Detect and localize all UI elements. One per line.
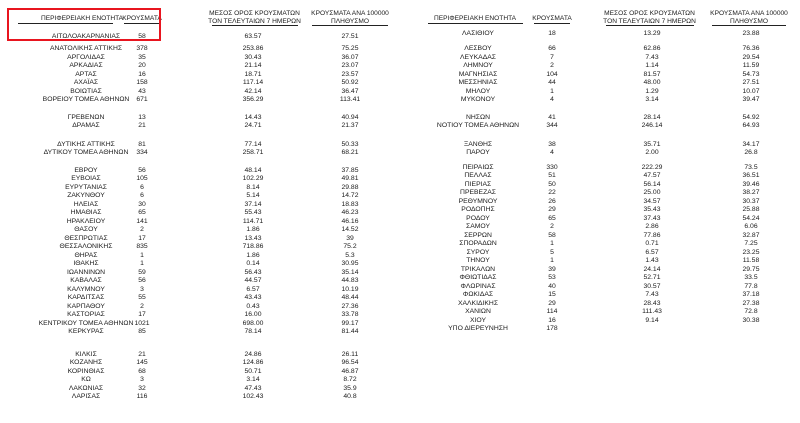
cell-avg: 55.43 [244,209,262,216]
cell-region: ΣΠΟΡΑΔΩΝ [459,240,497,247]
cell-cases: 334 [136,149,148,156]
cell-per100k: 113.41 [339,96,361,103]
cell-per100k: 11.59 [742,62,760,69]
cell-per100k: 77.8 [744,282,758,290]
cell-region: ΑΧΑΪΑΣ [73,79,99,86]
cell-per100k: 23.07 [341,62,359,69]
cell-region: ΔΡΑΜΑΣ [72,122,100,129]
cell-avg: 56.14 [643,180,661,188]
cell-cases: 65 [548,214,556,222]
cell-per100k: 35.9 [343,384,357,392]
cell-cases: 17 [138,311,146,318]
cell-cases: 53 [548,274,556,281]
cell-cases: 5 [550,248,554,256]
cell-cases: 65 [138,209,146,216]
cell-avg: 13.43 [244,234,262,242]
cell-cases: 4 [550,96,554,103]
cell-per100k: 11.58 [742,257,760,264]
cell-region: ΛΑΡΙΣΑΣ [71,393,101,400]
cell-cases: 2 [550,62,554,69]
cell-region: ΤΗΝΟΥ [466,257,490,264]
cell-avg: 35.71 [643,140,661,148]
cell-cases: 30 [138,200,146,208]
cell-avg: 124.86 [242,359,264,366]
cell-per100k: 14.52 [341,226,359,233]
cell-cases: 6 [140,192,144,199]
cell-avg: 2.00 [645,149,659,156]
cell-region: ΧΙΟΥ [469,316,487,324]
cell-per100k: 8.72 [343,376,357,383]
cell-region: ΑΝΑΤΟΛΙΚΗΣ ΑΤΤΙΚΗΣ [49,45,123,52]
cell-cases: 2 [140,302,144,310]
cell-region: ΦΩΚΙΔΑΣ [462,291,494,298]
cell-avg: 14.43 [244,113,262,121]
cell-cases: 81 [138,140,146,148]
cell-region: ΧΑΝΙΩΝ [465,308,491,315]
cell-cases: 16 [548,316,556,324]
cell-cases: 56 [138,277,146,284]
cell-per100k: 10.07 [742,87,760,95]
cell-per100k: 36.07 [341,53,359,61]
cell-region: ΘΑΣΟΥ [74,226,98,233]
cell-cases: 105 [136,175,148,182]
cell-region: ΔΥΤΙΚΟΥ ΤΟΜΕΑ ΑΘΗΝΩΝ [43,149,129,156]
cell-region: ΣΕΡΡΩΝ [464,231,492,239]
cell-cases: 50 [548,180,556,188]
cell-cases: 1 [550,87,554,95]
cell-avg: 77.86 [643,231,661,239]
cell-cases: 2 [550,223,554,230]
cell-region: ΠΕΛΛΑΣ [464,172,492,179]
cell-region: ΚΕΝΤΡΙΚΟΥ ΤΟΜΕΑ ΑΘΗΝΩΝ [38,319,134,327]
cell-cases: 41 [548,113,556,121]
cell-region: ΒΟΙΩΤΙΑΣ [70,87,102,95]
cell-cases: 16 [138,70,146,78]
cell-cases: 26 [548,197,556,205]
cell-avg: 44.57 [244,277,262,284]
cell-cases: 17 [138,234,146,242]
cell-cases: 2 [140,226,144,233]
cell-cases: 39 [548,265,556,273]
cell-cases: 20 [138,62,146,69]
cell-region: ΗΡΑΚΛΕΙΟΥ [66,217,106,225]
cell-cases: 43 [138,87,146,95]
cell-per100k: 21.37 [341,122,359,129]
cell-per100k: 27.36 [341,302,359,310]
cell-avg: 1.29 [645,87,659,95]
cell-cases: 22 [548,189,556,196]
cell-per100k: 32.87 [742,231,760,239]
cell-avg: 21.14 [244,62,262,69]
cell-avg: 0.71 [645,240,659,247]
cell-cases: 3 [140,376,144,383]
cell-cases: 68 [138,367,146,375]
cell-region: ΡΟΔΟΥ [466,214,490,222]
cell-cases: 29 [548,206,556,213]
cell-cases: 3 [140,285,144,293]
cell-region: ΚΑΛΥΜΝΟΥ [67,285,105,293]
cell-per100k: 30.95 [341,260,359,267]
cell-region: ΝΗΣΩΝ [465,113,490,121]
cell-avg: 117.14 [242,79,264,86]
cell-region: ΜΗΛΟΥ [465,87,491,95]
cell-per100k: 40.8 [343,393,357,400]
header-per100k-left-2: ΠΛΗΘΥΣΜΟ [331,18,369,25]
cell-per100k: 39.47 [742,96,760,103]
cell-avg: 9.14 [645,316,659,324]
cell-avg: 6.57 [645,248,659,256]
cell-cases: 55 [138,294,146,301]
cell-region: ΗΜΑΘΙΑΣ [70,209,102,216]
cell-avg: 3.14 [246,376,260,383]
cell-per100k: 76.36 [742,45,760,52]
cell-per100k: 81.44 [341,328,359,335]
cell-avg: 1.86 [246,251,260,259]
cell-cases: 32 [138,384,146,392]
cell-per100k: 30.37 [742,197,760,205]
cell-avg: 63.57 [244,33,262,40]
cell-avg: 2.86 [645,223,659,230]
cell-avg: 81.57 [643,70,661,78]
cell-cases: 38 [548,140,556,148]
cell-avg: 42.14 [244,87,262,95]
cell-region: ΓΡΕΒΕΝΩΝ [67,113,105,121]
cell-per100k: 46.23 [341,209,359,216]
cell-region: ΦΘΙΩΤΙΔΑΣ [459,274,497,281]
cell-region: ΝΟΤΙΟΥ ΤΟΜΕΑ ΑΘΗΝΩΝ [436,122,520,129]
cell-avg: 222.29 [641,163,663,171]
cell-avg: 37.43 [643,214,661,222]
cell-region: ΚΕΡΚΥΡΑΣ [68,328,104,335]
cell-avg: 253.86 [242,45,264,52]
cell-region: ΜΑΓΝΗΣΙΑΣ [458,70,498,78]
cell-region: ΙΩΑΝΝΙΝΩΝ [66,268,106,276]
cell-cases: 141 [136,217,148,225]
header-per100k-left-1: ΚΡΟΥΣΜΑΤΑ ΑΝΑ 100000 [311,10,389,17]
cell-cases: 15 [548,291,556,298]
cell-per100k: 48.44 [341,294,359,301]
cell-cases: 85 [138,328,146,335]
cell-avg: 77.14 [244,140,262,148]
cell-per100k: 29.88 [341,183,359,191]
cell-cases: 104 [546,70,558,78]
cell-per100k: 14.72 [341,192,359,199]
cell-per100k: 54.24 [742,214,760,222]
cell-avg: 5.14 [246,192,260,199]
cell-region: ΛΕΣΒΟΥ [464,45,492,52]
cell-per100k: 33.5 [744,274,758,281]
cell-avg: 50.71 [244,367,262,375]
cell-per100k: 34.17 [742,140,760,148]
cell-avg: 34.57 [643,197,661,205]
cell-cases: 35 [138,53,146,61]
cell-cases: 40 [548,282,556,290]
cell-per100k: 75.2 [343,243,357,250]
cell-cases: 21 [138,350,146,358]
cell-region: ΙΘΑΚΗΣ [73,260,99,267]
cell-per100k: 23.88 [742,29,760,37]
cell-region: ΧΑΛΚΙΔΙΚΗΣ [457,299,499,307]
header-underline-per100k-left [312,25,388,26]
cell-region: ΛΗΜΝΟΥ [463,62,493,69]
cell-avg: 16.00 [244,311,262,318]
cell-per100k: 44.83 [341,277,359,284]
header-per100k-right-2: ΠΛΗΘΥΣΜΟ [730,18,768,25]
cell-per100k: 39.46 [742,180,760,188]
cell-cases: 344 [546,122,558,129]
cell-avg: 246.14 [641,122,663,129]
cell-region: ΛΑΣΙΘΙΟΥ [462,29,494,37]
cell-avg: 48.14 [244,166,262,174]
cell-region: ΔΥΤΙΚΗΣ ΑΤΤΙΚΗΣ [57,140,115,148]
cell-region: ΚΑΡΠΑΘΟΥ [67,302,105,310]
cell-region: ΑΙΤΩΛΟΑΚΑΡΝΑΝΙΑΣ [51,33,121,40]
header-underline-per100k-right [712,25,786,26]
cell-avg: 1.14 [645,62,659,69]
cell-per100k: 35.14 [341,268,359,276]
cell-region: ΗΛΕΙΑΣ [73,200,99,208]
cell-avg: 1.43 [645,257,659,264]
cell-avg: 48.00 [643,79,661,86]
cell-avg: 102.29 [242,175,264,182]
cell-region: ΠΡΕΒΕΖΑΣ [460,189,496,196]
cell-per100k: 49.81 [341,175,359,182]
cell-cases: 51 [548,172,556,179]
cell-region: ΡΟΔΟΠΗΣ [461,206,495,213]
cell-cases: 1 [550,257,554,264]
cell-avg: 56.43 [244,268,262,276]
cell-region: ΜΥΚΟΝΟΥ [460,96,496,103]
cell-per100k: 46.16 [341,217,359,225]
cell-per100k: 36.51 [742,172,760,179]
cell-cases: 58 [548,231,556,239]
header-underline-cases-right [534,23,570,24]
cell-per100k: 50.33 [341,140,359,148]
cell-avg: 7.43 [645,53,659,61]
cell-cases: 671 [136,96,148,103]
cell-per100k: 23.57 [341,70,359,78]
cell-cases: 1 [140,251,144,259]
cell-region: ΠΑΡΟΥ [466,149,490,156]
cell-region: ΚΟΖΑΝΗΣ [69,359,103,366]
cell-region: ΦΛΩΡΙΝΑΣ [460,282,496,290]
highlight-box [7,8,161,41]
cell-region: ΑΡΚΑΔΙΑΣ [69,62,103,69]
cell-region: ΘΗΡΑΣ [74,251,98,259]
cell-region: ΥΠΟ ΔΙΕΡΕΥΝΗΣΗ [448,325,508,332]
cell-avg: 6.57 [246,285,260,293]
cell-region: ΚΙΛΚΙΣ [75,350,97,358]
cell-cases: 59 [138,268,146,276]
cell-region: ΞΑΝΘΗΣ [463,140,493,148]
cell-avg: 7.43 [645,291,659,298]
cell-per100k: 99.17 [341,319,359,327]
cell-avg: 30.43 [244,53,262,61]
cell-per100k: 36.47 [341,87,359,95]
cell-region: ΕΥΒΟΙΑΣ [71,175,101,182]
cell-cases: 1 [140,260,144,267]
cell-avg: 13.29 [643,29,661,37]
cell-per100k: 40.94 [341,113,359,121]
cell-cases: 1021 [134,319,150,327]
cell-avg: 0.43 [246,302,260,310]
cell-cases: 6 [140,183,144,191]
cell-region: ΕΒΡΟΥ [74,166,98,174]
header-underline-region-right [428,23,523,24]
cell-avg: 24.86 [244,350,262,358]
cell-cases: 29 [548,299,556,307]
cell-region: ΛΑΚΩΝΙΑΣ [68,384,104,392]
header-per100k-right-1: ΚΡΟΥΣΜΑΤΑ ΑΝΑ 100000 [710,10,788,17]
cell-per100k: 18.83 [341,200,359,208]
cell-cases: 178 [546,325,558,332]
cell-region: ΚΑΣΤΟΡΙΑΣ [67,311,105,318]
cell-region: ΒΟΡΕΙΟΥ ΤΟΜΕΑ ΑΘΗΝΩΝ [42,96,130,103]
cell-cases: 114 [546,308,558,315]
cell-region: ΠΙΕΡΙΑΣ [464,180,492,188]
cell-cases: 13 [138,113,146,121]
cell-per100k: 6.06 [744,223,758,230]
cell-per100k: 68.21 [341,149,359,156]
cell-avg: 47.43 [244,384,262,392]
cell-avg: 62.86 [643,45,661,52]
cell-avg: 356.29 [242,96,264,103]
header-cases-left: ΚΡΟΥΣΜΑΤΑ [122,15,162,22]
cell-per100k: 33.78 [341,311,359,318]
cell-avg: 3.14 [645,96,659,103]
cell-cases: 7 [550,53,554,61]
cell-per100k: 54.92 [742,113,760,121]
cell-per100k: 75.25 [341,45,359,52]
cell-cases: 145 [136,359,148,366]
cell-avg: 18.71 [244,70,262,78]
cell-region: ΕΥΡΥΤΑΝΙΑΣ [65,183,107,191]
cell-avg: 78.14 [244,328,262,335]
cell-cases: 21 [138,122,146,129]
cell-region: ΚΟΡΙΝΘΙΑΣ [67,367,105,375]
cell-cases: 158 [136,79,148,86]
cell-region: ΑΡΓΟΛΙΔΑΣ [67,53,105,61]
cell-avg: 28.43 [643,299,661,307]
header-avg-left-2: ΤΟΝ ΤΕΛΕΥΤΑΙΩΝ 7 ΗΜΕΡΩΝ [208,18,301,25]
cell-avg: 25.00 [643,189,661,196]
cell-per100k: 37.18 [742,291,760,298]
header-avg-right-2: ΤΟΝ ΤΕΛΕΥΤΑΙΩΝ 7 ΗΜΕΡΩΝ [603,18,696,25]
cell-cases: 66 [548,45,556,52]
cell-region: ΤΡΙΚΑΛΩΝ [460,265,496,273]
cell-avg: 30.57 [643,282,661,290]
cell-per100k: 27.38 [742,299,760,307]
cell-per100k: 23.25 [742,248,760,256]
header-avg-left-1: ΜΕΣΟΣ ΟΡΟΣ ΚΡΟΥΣΜΑΤΩΝ [209,10,300,17]
cell-avg: 8.14 [246,183,260,191]
cell-cases: 18 [548,29,556,37]
cell-per100k: 27.51 [341,33,359,40]
cell-avg: 0.14 [246,260,260,267]
cell-avg: 52.71 [643,274,661,281]
header-underline-avg-right [606,25,694,26]
cell-region: ΚΩ [81,376,91,383]
header-underline-avg-left [212,25,298,26]
cell-per100k: 30.38 [742,316,760,324]
cell-region: ΘΕΣΣΑΛΟΝΙΚΗΣ [59,243,113,250]
cell-per100k: 37.85 [341,166,359,174]
cell-region: ΣΑΜΟΥ [466,223,490,230]
cell-region: ΑΡΤΑΣ [75,70,97,78]
header-cases-right: ΚΡΟΥΣΜΑΤΑ [532,15,572,22]
cell-cases: 1 [550,240,554,247]
cell-avg: 35.43 [643,206,661,213]
cell-region: ΜΕΣΣΗΝΙΑΣ [458,79,498,86]
cell-cases: 835 [136,243,148,250]
cell-per100k: 46.87 [341,367,359,375]
cell-per100k: 27.51 [742,79,760,86]
cell-per100k: 64.93 [742,122,760,129]
cell-per100k: 72.8 [744,308,758,315]
cell-avg: 698.00 [242,319,264,327]
cell-region: ΚΑΒΑΛΑΣ [70,277,102,284]
cell-avg: 47.57 [643,172,661,179]
cell-per100k: 29.75 [742,265,760,273]
cell-per100k: 39 [346,234,354,242]
cell-cases: 4 [550,149,554,156]
cell-region: ΚΑΡΔΙΤΣΑΣ [67,294,105,301]
cell-per100k: 25.88 [742,206,760,213]
cell-avg: 102.43 [242,393,264,400]
header-region-right: ΠΕΡΙΦΕΡΕΙΑΚΗ ΕΝΟΤΗΤΑ [433,15,517,22]
cell-avg: 37.14 [244,200,262,208]
header-region-left: ΠΕΡΙΦΕΡΕΙΑΚΗ ΕΝΟΤΗΤΑ [40,15,124,22]
cell-cases: 378 [136,45,148,52]
cell-region: ΛΕΥΚΑΔΑΣ [460,53,496,61]
cell-region: ΣΥΡΟΥ [466,248,490,256]
cell-avg: 24.14 [643,265,661,273]
cell-avg: 28.14 [643,113,661,121]
cell-per100k: 29.54 [742,53,760,61]
cell-region: ΖΑΚΥΝΘΟΥ [67,192,105,199]
cell-avg: 114.71 [242,217,264,225]
cell-per100k: 50.92 [341,79,359,86]
cell-avg: 43.43 [244,294,262,301]
cell-avg: 1.86 [246,226,260,233]
cell-per100k: 38.27 [742,189,760,196]
cell-per100k: 7.25 [744,240,758,247]
cell-cases: 56 [138,166,146,174]
cell-avg: 258.71 [242,149,264,156]
cell-per100k: 96.54 [341,359,359,366]
header-avg-right-1: ΜΕΣΟΣ ΟΡΟΣ ΚΡΟΥΣΜΑΤΩΝ [604,10,695,17]
cell-avg: 111.43 [642,308,662,315]
cell-per100k: 26.11 [341,350,359,358]
cell-cases: 58 [138,33,146,40]
cell-cases: 116 [136,393,148,400]
cell-region: ΘΕΣΠΡΩΤΙΑΣ [64,234,108,242]
cell-per100k: 54.73 [742,70,760,78]
cell-avg: 24.71 [244,122,262,129]
cell-region: ΠΕΙΡΑΙΩΣ [462,163,494,171]
cell-per100k: 5.3 [345,251,355,259]
cell-cases: 330 [546,163,558,171]
cell-per100k: 73.5 [744,163,758,171]
cell-cases: 44 [548,79,556,86]
cell-region: ΡΕΘΥΜΝΟΥ [458,197,498,205]
cell-per100k: 26.8 [744,149,758,156]
cell-avg: 718.86 [242,243,264,250]
cell-per100k: 10.19 [341,285,359,293]
